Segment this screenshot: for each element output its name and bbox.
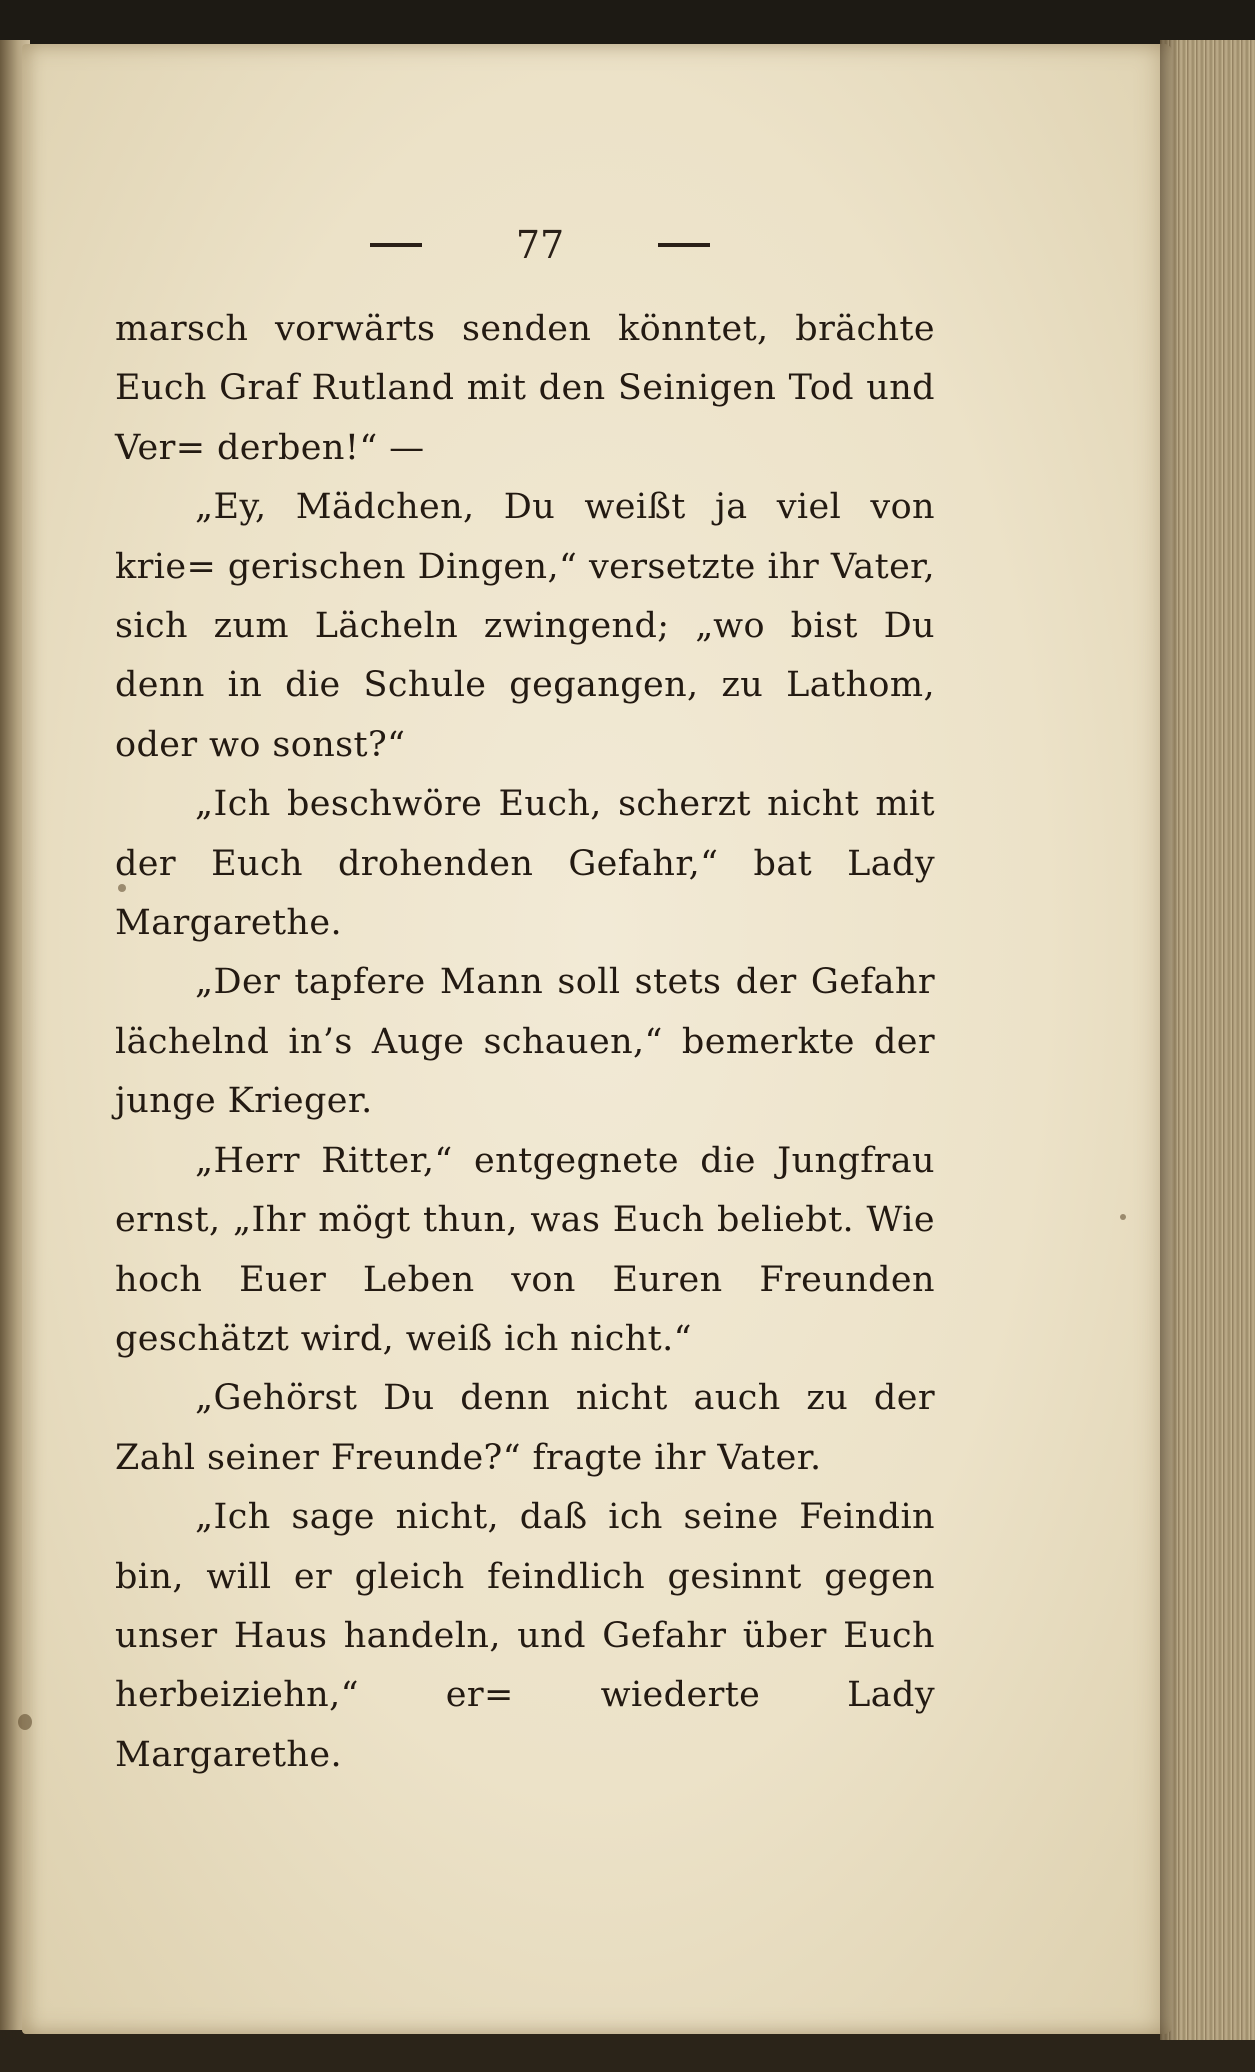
page-number: 77 xyxy=(515,223,565,267)
paragraph: „Der tapfere Mann soll stets der Gefahr lächelnd in’s Auge schauen,“ bemerkte der junge Krieger. xyxy=(115,962,935,1122)
paragraph: „Ich beschwöre Euch, scherzt nicht mit der Euch drohenden Gefahr,“ bat Lady Margarethe. xyxy=(115,784,935,944)
foxing-spot xyxy=(1120,1214,1126,1220)
paragraph: „Ich sage nicht, daß ich seine Feindin bin, will er gleich feindlich gesinnt gegen unser Haus handeln, und Gefahr über Euch herbeiziehn,“ er= wiederte Lady Margarethe. xyxy=(115,1497,935,1775)
paragraph: „Herr Ritter,“ entgegnete die Jungfrau ernst, „Ihr mögt thun, was Euch beliebt. Wie hoch Euer Leben von Euren Freunden geschätzt wird, weiß ich nicht.“ xyxy=(115,1140,935,1359)
foxing-spot xyxy=(18,1714,32,1730)
paragraph: „Gehörst Du denn nicht auch zu der Zahl seiner Freunde?“ fragte ihr Vater. xyxy=(115,1378,935,1478)
header-dash-right xyxy=(658,243,710,247)
body-text xyxy=(115,300,935,1785)
paragraph: „Ey, Mädchen, Du weißt ja viel von krie= gerischen Dingen,“ versetzte ihr Vater, sich zum Lächeln zwingend; „wo bist Du denn in die Schule gegangen, zu Lathom, oder wo sonst?“ xyxy=(115,487,935,765)
paragraph: marsch vorwärts senden könntet, brächte Euch Graf Rutland mit den Seinigen Tod und Ver= derben!“ — xyxy=(115,309,935,468)
page-edge-shadow xyxy=(1160,40,1180,2040)
header-dash-left xyxy=(370,243,422,247)
running-header xyxy=(370,215,710,275)
